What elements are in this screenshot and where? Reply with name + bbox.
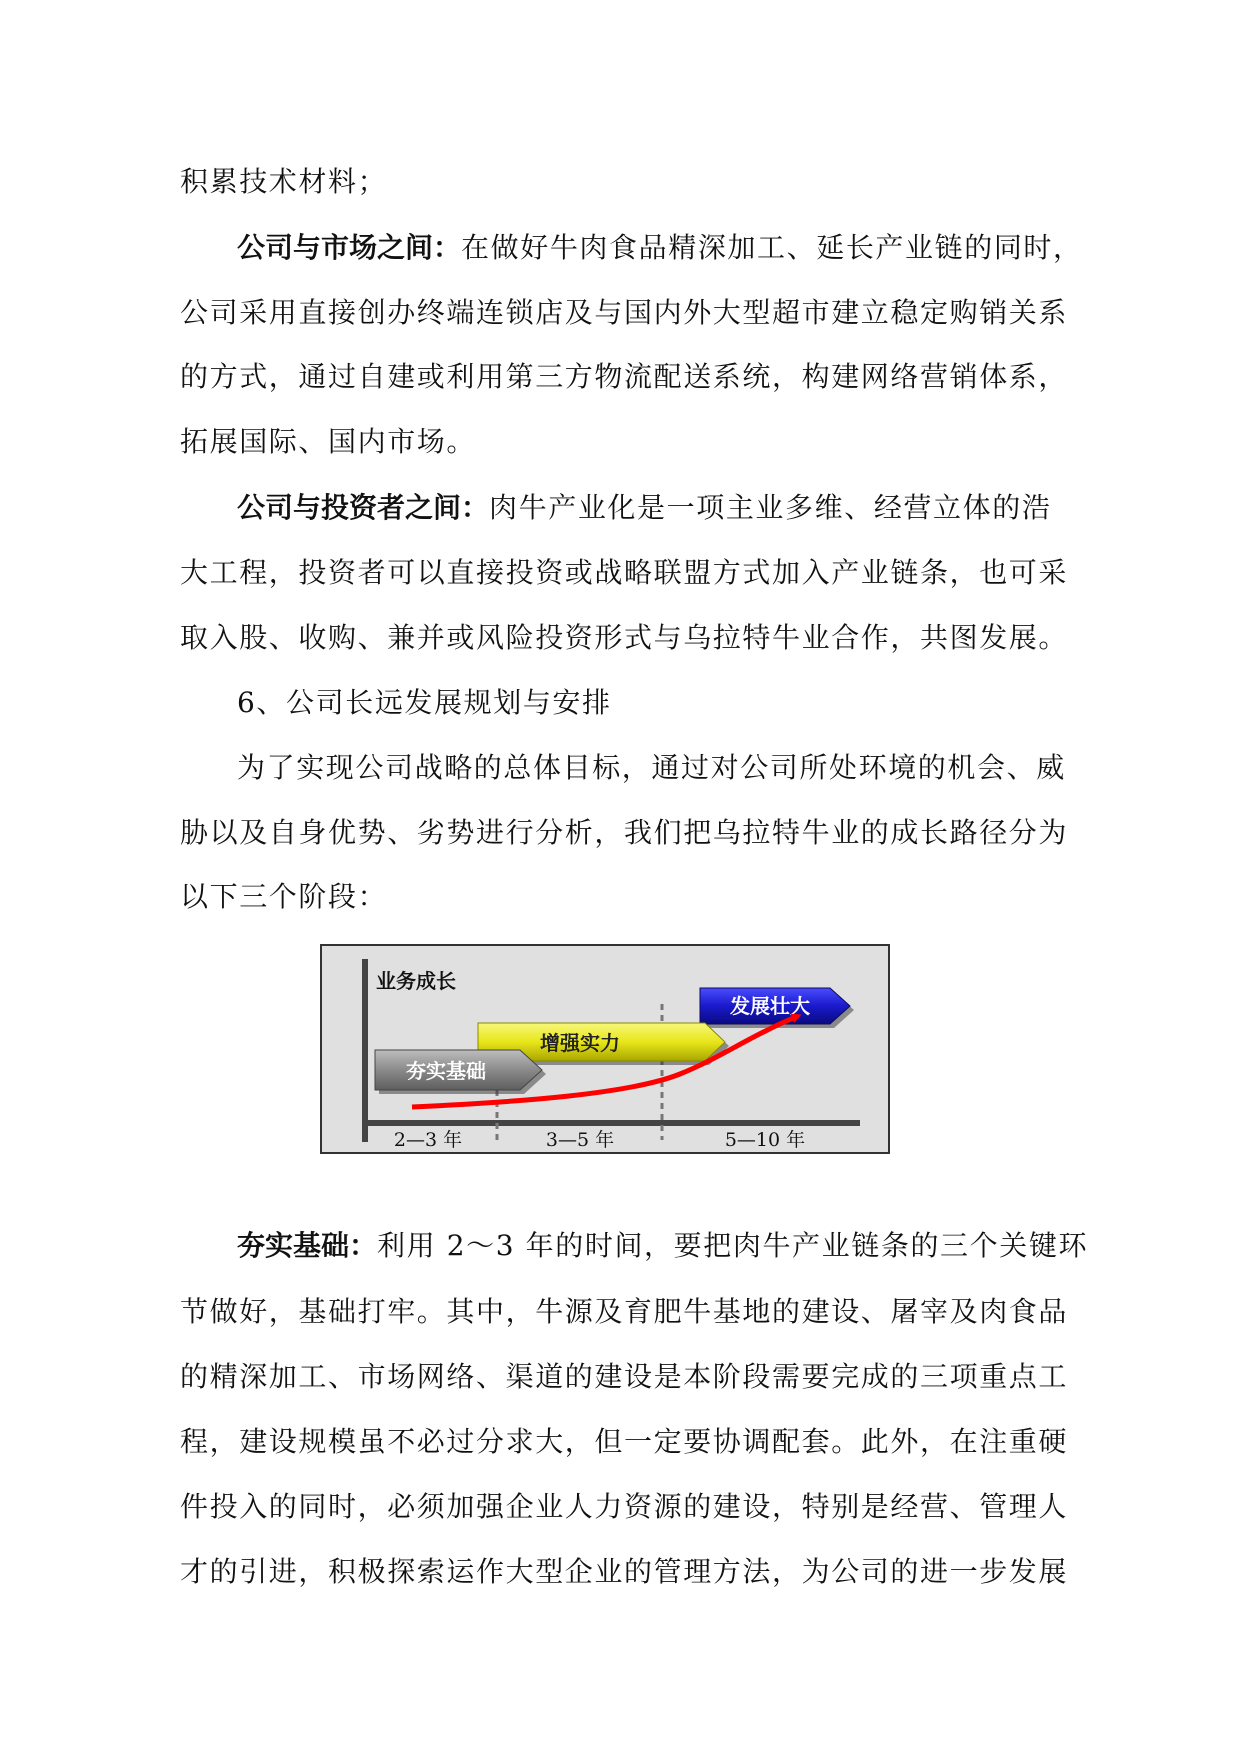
period-label: 5—10 年 (724, 1129, 806, 1151)
paragraph-market (237, 228, 1083, 268)
stage-label-strengthen: 增强实力 (540, 1031, 620, 1055)
text-line: 节做好，基础打牢。其中，牛源及育肥牛基地的建设、屠宰及肉食品 (180, 1295, 1069, 1328)
text-line: 取入股、收购、兼并或风险投资形式与乌拉特牛业合作，共图发展。 (180, 621, 1069, 654)
stage-label-foundation: 夯实基础 (406, 1059, 486, 1083)
stage-label-develop: 发展壮大 (730, 994, 810, 1018)
text-line: 程，建设规模虽不必过分求大，但一定要协调配套。此外，在注重硬 (180, 1425, 1069, 1458)
section-title: 6、公司长远发展规划与安排 (237, 686, 612, 719)
paragraph-heading: 公司与投资者之间： (237, 491, 490, 524)
text-line: 以下三个阶段： (180, 880, 388, 913)
paragraph-heading: 夯实基础： (237, 1229, 378, 1262)
text-line: 在做好牛肉食品精深加工、延长产业链的同时， (461, 231, 1083, 264)
paragraph-heading: 公司与市场之间： (237, 231, 462, 264)
period-label: 2—3 年 (393, 1129, 463, 1151)
paragraph-foundation (237, 1226, 1088, 1266)
text-line: 大工程，投资者可以直接投资或战略联盟方式加入产业链条，也可采 (180, 556, 1069, 589)
text-line: 拓展国际、国内市场。 (180, 425, 477, 458)
text-line: 的精深加工、市场网络、渠道的建设是本阶段需要完成的三项重点工 (180, 1360, 1069, 1393)
text-line: 利用 2～3 年的时间，要把肉牛产业链条的三个关键环 (377, 1229, 1089, 1262)
text-line: 的方式，通过自建或利用第三方物流配送系统，构建网络营销体系， (180, 360, 1069, 393)
text-line: 才的引进，积极探索运作大型企业的管理方法，为公司的进一步发展 (180, 1555, 1069, 1588)
y-axis-label: 业务成长 (376, 969, 456, 993)
text-line: 肉牛产业化是一项主业多维、经营立体的浩 (489, 491, 1052, 524)
period-label: 3—5 年 (545, 1129, 615, 1151)
paragraph-investors (237, 488, 1051, 528)
text-line: 胁以及自身优势、劣势进行分析，我们把乌拉特牛业的成长路径分为 (180, 816, 1069, 849)
text-line: 公司采用直接创办终端连锁店及与国内外大型超市建立稳定购销关系 (180, 296, 1069, 329)
text-line: 件投入的同时，必须加强企业人力资源的建设，特别是经营、管理人 (180, 1490, 1069, 1523)
growth-stage-diagram (320, 944, 890, 1154)
text-line: 为了实现公司战略的总体目标，通过对公司所处环境的机会、威 (237, 751, 1066, 784)
text-line: 积累技术材料； (180, 165, 388, 198)
